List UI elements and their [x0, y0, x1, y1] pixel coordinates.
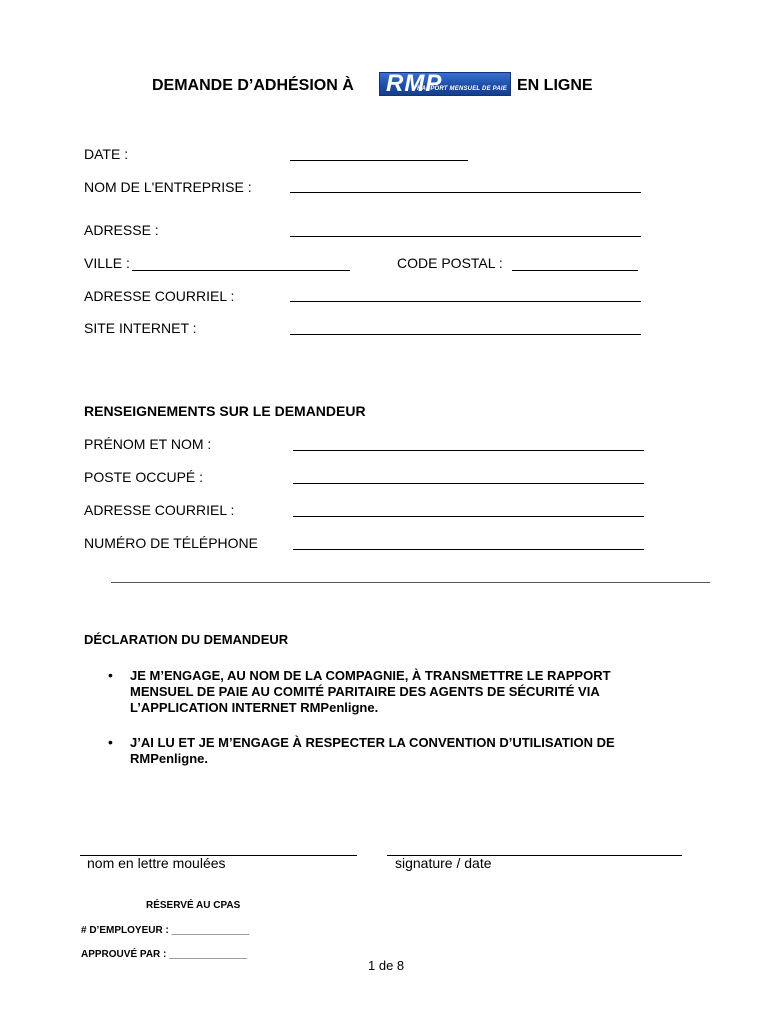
applicant-name-label: PRÉNOM ET NOM :	[84, 436, 212, 452]
applicant-email-field[interactable]	[293, 516, 644, 517]
city-field[interactable]	[132, 270, 350, 271]
rmp-logo-text: RMP	[386, 72, 443, 96]
applicant-name-field[interactable]	[293, 450, 644, 451]
applicant-email-label: ADRESSE COURRIEL :	[84, 502, 235, 518]
page-number: 1 de 8	[368, 958, 405, 973]
applicant-section-title: RENSEIGNEMENTS SUR LE DEMANDEUR	[84, 403, 366, 419]
signature-caption: signature / date	[395, 855, 492, 871]
declaration-section-title: DÉCLARATION DU DEMANDEUR	[84, 632, 289, 647]
name-caption: nom en lettre moulées	[87, 855, 226, 871]
company-email-label: ADRESSE COURRIEL :	[84, 288, 235, 304]
section-divider	[111, 582, 710, 583]
form-title-suffix: EN LIGNE	[517, 77, 593, 94]
rmp-logo-subtext: RAPPORT MENSUEL DE PAIE	[417, 86, 507, 92]
city-label: VILLE :	[84, 255, 130, 271]
phone-field[interactable]	[293, 549, 644, 550]
bullet-icon: •	[108, 667, 113, 683]
postal-code-field[interactable]	[512, 270, 638, 271]
postal-code-label: CODE POSTAL :	[397, 255, 503, 271]
rmp-logo	[379, 72, 511, 96]
declaration-item: JE M’ENGAGE, AU NOM DE LA COMPAGNIE, À TRANSMETTRE LE RAPPORT MENSUEL DE PAIE AU COMITÉ PARITAIRE DES AGENTS DE SÉCURITÉ VIA L’APPLICATION INTERNET RMPenligne.	[130, 668, 611, 715]
reserved-title: RÉSERVÉ AU CPAS	[146, 900, 241, 911]
approved-by-label: APPROUVÉ PAR : ______________	[81, 949, 248, 960]
employer-number-label: # D’EMPLOYEUR : ______________	[81, 925, 250, 936]
position-field[interactable]	[293, 483, 644, 484]
bullet-icon: •	[108, 734, 113, 750]
company-email-field[interactable]	[290, 301, 641, 302]
position-label: POSTE OCCUPÉ :	[84, 469, 204, 485]
company-name-field[interactable]	[290, 192, 641, 193]
company-name-label: NOM DE L'ENTREPRISE :	[84, 179, 252, 195]
address-field[interactable]	[290, 236, 641, 237]
address-label: ADRESSE :	[84, 222, 159, 238]
declaration-item: J’AI LU ET JE M’ENGAGE À RESPECTER LA CONVENTION D’UTILISATION DE RMPenligne.	[130, 735, 615, 766]
phone-label: NUMÉRO DE TÉLÉPHONE	[84, 535, 258, 551]
date-field[interactable]	[290, 160, 468, 161]
website-label: SITE INTERNET :	[84, 320, 197, 336]
date-label: DATE :	[84, 146, 129, 162]
website-field[interactable]	[290, 334, 641, 335]
form-title-prefix: DEMANDE D’ADHÉSION À	[152, 77, 354, 94]
